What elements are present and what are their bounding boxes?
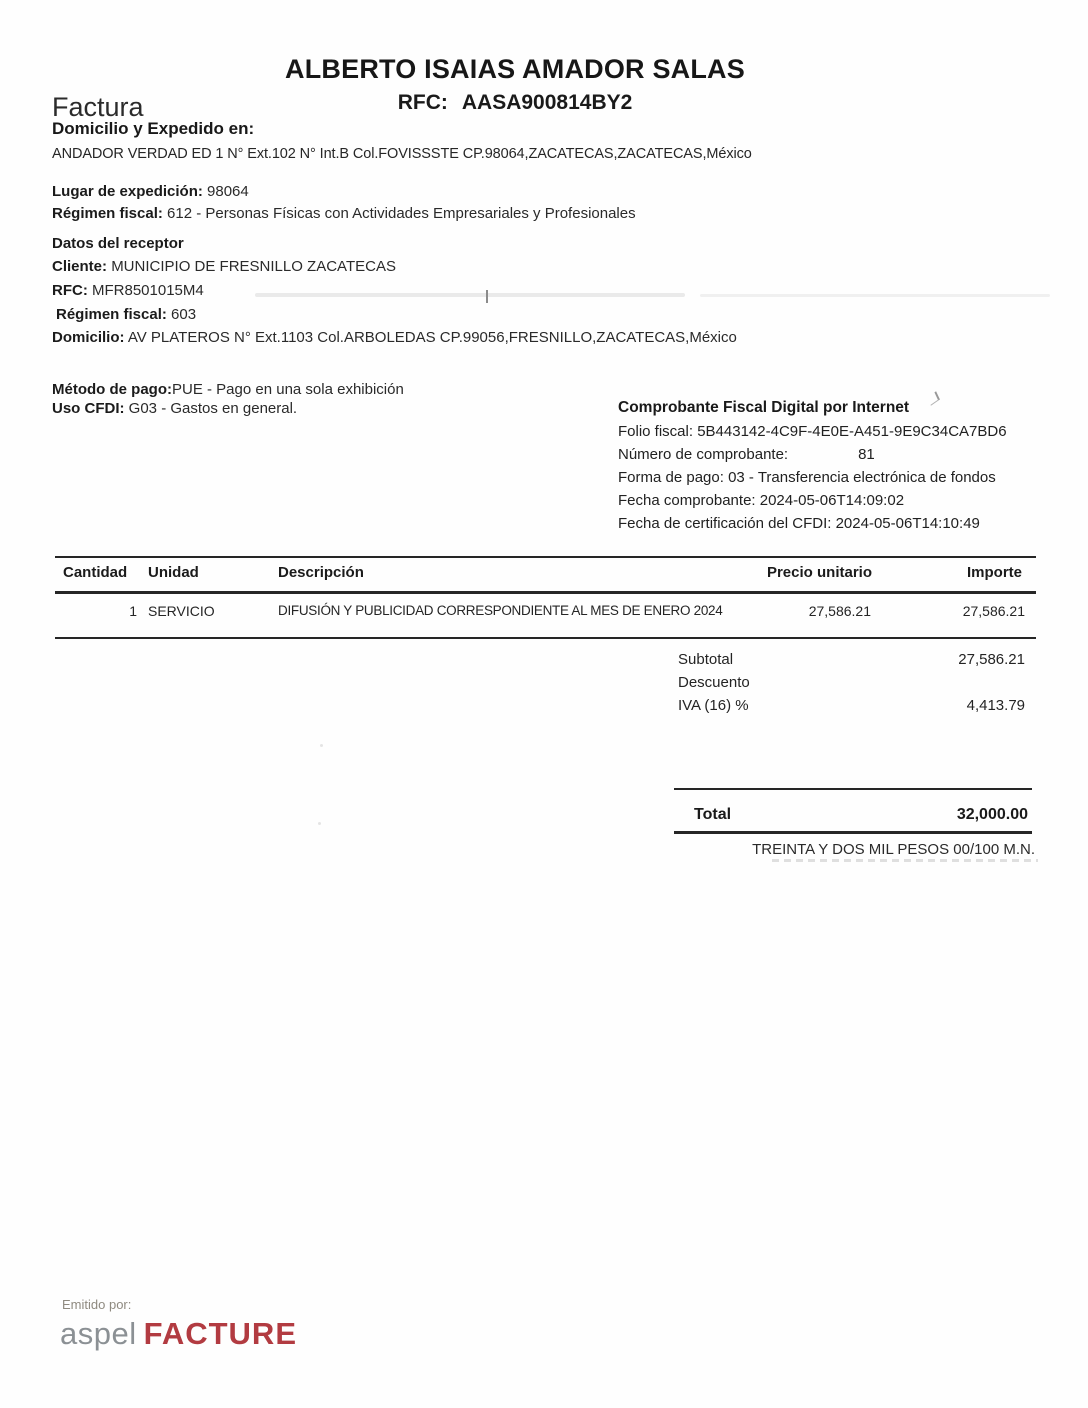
table-header-rule bbox=[55, 591, 1036, 594]
total-label: Total bbox=[694, 806, 732, 823]
lugar-expedicion-line bbox=[52, 183, 249, 200]
issuer-rfc-value: AASA900814BY2 bbox=[461, 91, 633, 114]
cliente-label: Cliente: bbox=[52, 258, 108, 275]
scan-streak-artifact bbox=[700, 294, 1050, 297]
total-top-rule bbox=[674, 788, 1032, 790]
descuento-label: Descuento bbox=[678, 674, 750, 691]
iva-label: IVA (16) % bbox=[678, 697, 749, 714]
regimen-fiscal-receptor-label: Régimen fiscal: bbox=[56, 306, 167, 323]
uso-cfdi-line bbox=[52, 400, 297, 417]
row-importe: 27,586.21 bbox=[962, 603, 1025, 619]
numero-comprobante-value: 81 bbox=[858, 446, 875, 463]
regimen-fiscal-receptor-value: 603 bbox=[171, 306, 197, 323]
folio-fiscal-value: 5B443142-4C9F-4E0E-A451-9E9C34CA7BD6 bbox=[697, 423, 1007, 440]
row-unidad: SERVICIO bbox=[148, 603, 215, 619]
row-precio-unitario: 27,586.21 bbox=[808, 603, 871, 619]
domicilio-expedido-heading: Domicilio y Expedido en: bbox=[52, 119, 255, 138]
total-value: 32,000.00 bbox=[956, 806, 1028, 823]
issuer-rfc-label: RFC: bbox=[397, 91, 448, 114]
folio-fiscal-label: Folio fiscal: bbox=[618, 423, 694, 440]
metodo-pago-value: PUE - Pago en una sola exhibición bbox=[172, 381, 404, 398]
row-cantidad: 1 bbox=[129, 603, 137, 619]
facture-logo-text: FACTURE bbox=[143, 1316, 297, 1351]
iva-value: 4,413.79 bbox=[966, 697, 1025, 714]
receptor-domicilio-line bbox=[52, 329, 737, 346]
emitido-por-label: Emitido por: bbox=[62, 1297, 132, 1312]
amount-in-words: TREINTA Y DOS MIL PESOS 00/100 M.N. bbox=[752, 841, 1035, 858]
regimen-fiscal-emisor-value: 612 - Personas Físicas con Actividades Empresariales y Profesionales bbox=[167, 205, 636, 222]
cliente-value: MUNICIPIO DE FRESNILLO ZACATECAS bbox=[111, 258, 396, 275]
fecha-certificacion-value: 2024-05-06T14:10:49 bbox=[835, 515, 980, 532]
receptor-domicilio-label: Domicilio: bbox=[52, 329, 125, 346]
scan-mark-artifact bbox=[927, 391, 940, 406]
document-title: Factura bbox=[52, 92, 144, 122]
issuer-address: ANDADOR VERDAD ED 1 N° Ext.102 N° Int.B Col.FOVISSSTE CP.98064,ZACATECAS,ZACATECAS,México bbox=[52, 146, 752, 162]
row-descripcion: DIFUSIÓN Y PUBLICIDAD CORRESPONDIENTE AL MES DE ENERO 2024 bbox=[278, 603, 723, 618]
scan-dotted-streak-artifact bbox=[772, 859, 1038, 862]
receptor-rfc-line bbox=[52, 282, 204, 299]
fecha-comprobante-label: Fecha comprobante: bbox=[618, 492, 756, 509]
issuer-rfc-line bbox=[170, 91, 860, 115]
cliente-line bbox=[52, 258, 396, 275]
scan-tick-artifact bbox=[486, 290, 488, 303]
fecha-certificacion-line bbox=[618, 515, 980, 532]
numero-comprobante-label: Número de comprobante: bbox=[618, 446, 789, 463]
header-cantidad: Cantidad bbox=[63, 564, 128, 581]
forma-pago-label: Forma de pago: bbox=[618, 469, 724, 486]
table-top-rule bbox=[55, 556, 1036, 558]
scan-speck-artifact bbox=[318, 822, 321, 825]
uso-cfdi-label: Uso CFDI: bbox=[52, 400, 125, 417]
lugar-expedicion-label: Lugar de expedición: bbox=[52, 183, 203, 200]
regimen-fiscal-receptor-line bbox=[56, 306, 196, 323]
metodo-pago-label: Método de pago: bbox=[52, 381, 172, 398]
receptor-domicilio-value: AV PLATEROS N° Ext.1103 Col.ARBOLEDAS CP.99056,FRESNILLO,ZACATECAS,México bbox=[127, 329, 737, 346]
header-descripcion: Descripción bbox=[278, 564, 364, 581]
scan-streak-artifact bbox=[255, 293, 685, 297]
header-unidad: Unidad bbox=[148, 564, 199, 581]
regimen-fiscal-emisor-line bbox=[52, 205, 636, 222]
header-importe: Importe bbox=[966, 564, 1022, 581]
table-bottom-rule bbox=[55, 637, 1036, 639]
fecha-comprobante-line bbox=[618, 492, 904, 509]
forma-pago-value: 03 - Transferencia electrónica de fondos bbox=[728, 469, 996, 486]
total-bottom-rule bbox=[674, 831, 1032, 834]
receptor-rfc-value: MFR8501015M4 bbox=[92, 282, 204, 299]
header-precio-unitario: Precio unitario bbox=[766, 564, 872, 581]
fecha-certificacion-label: Fecha de certificación del CFDI: bbox=[618, 515, 832, 532]
datos-receptor-heading: Datos del receptor bbox=[52, 235, 184, 252]
metodo-pago-line bbox=[52, 381, 404, 398]
subtotal-label: Subtotal bbox=[678, 651, 734, 668]
receptor-rfc-label: RFC: bbox=[52, 282, 88, 299]
folio-fiscal-line bbox=[618, 423, 1007, 440]
uso-cfdi-value: G03 - Gastos en general. bbox=[128, 400, 298, 417]
fecha-comprobante-value: 2024-05-06T14:09:02 bbox=[759, 492, 905, 509]
regimen-fiscal-emisor-label: Régimen fiscal: bbox=[52, 205, 163, 222]
lugar-expedicion-value: 98064 bbox=[207, 183, 249, 200]
cfdi-section-title: Comprobante Fiscal Digital por Internet bbox=[618, 399, 910, 416]
aspel-logo-text: aspel bbox=[60, 1316, 137, 1351]
forma-pago-line bbox=[618, 469, 996, 486]
issuer-name: ALBERTO ISAIAS AMADOR SALAS bbox=[285, 54, 745, 84]
scan-speck-artifact bbox=[320, 744, 323, 747]
aspel-facture-logo bbox=[60, 1316, 297, 1352]
subtotal-value: 27,586.21 bbox=[958, 651, 1025, 668]
numero-comprobante-line bbox=[618, 446, 875, 463]
